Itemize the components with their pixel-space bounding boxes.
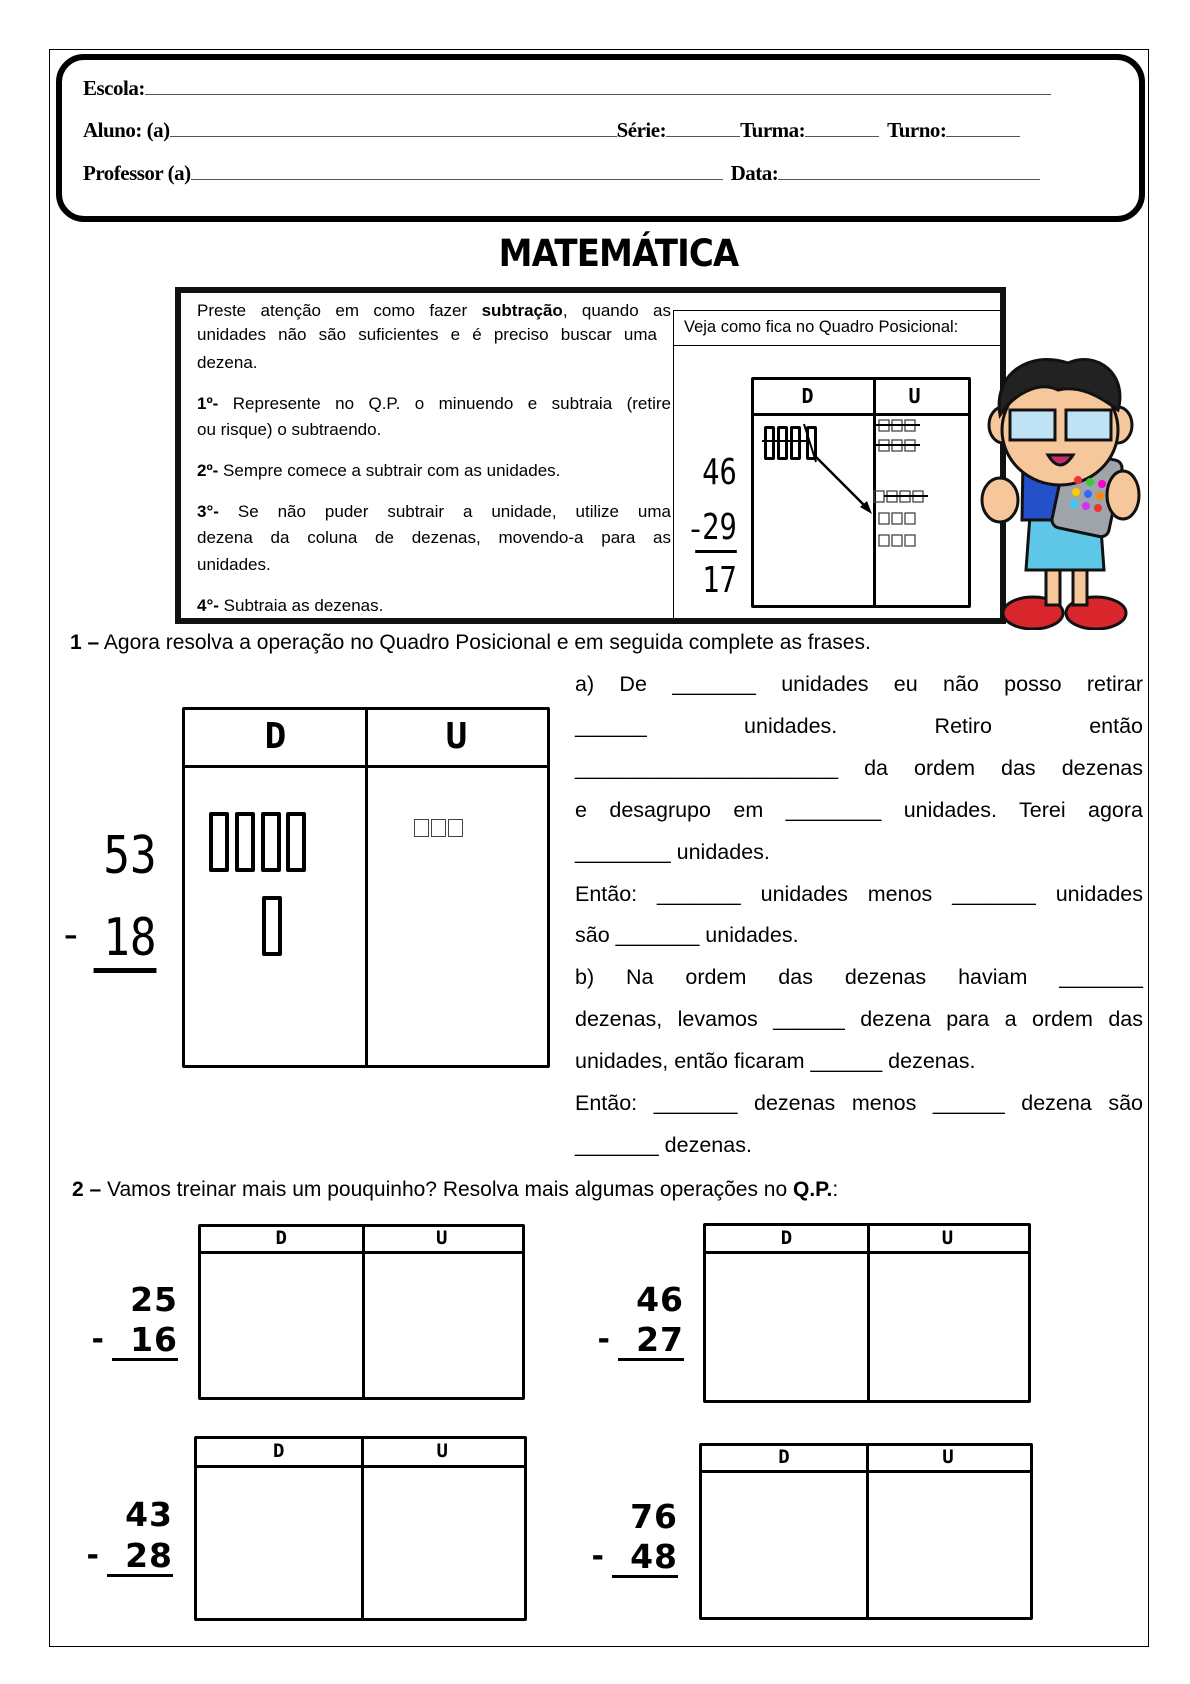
minus-sign: - <box>690 512 701 547</box>
exercise-place-value-chart[interactable] <box>703 1223 1031 1403</box>
intro-line: Preste atenção em como fazer subtração, quando as <box>197 301 671 320</box>
units-header: U <box>445 716 468 757</box>
fill-in-sentence-line[interactable]: ______________________ da ordem das dezenas <box>575 755 1143 780</box>
exercise-subtrahend: 48 <box>612 1539 678 1578</box>
school-field[interactable] <box>145 77 1051 95</box>
exercise-minuend: 25 <box>130 1280 178 1319</box>
tens-header: D <box>778 1446 790 1468</box>
exercise-subtrahend: 28 <box>107 1538 173 1577</box>
grade-label: Série: <box>616 118 667 142</box>
minus-sign: - <box>591 1539 604 1574</box>
fill-in-sentence-line[interactable]: Então: _______ unidades menos _______ unidades <box>575 881 1143 906</box>
grade-field[interactable] <box>666 119 740 137</box>
teacher-row <box>83 161 1040 186</box>
exercise-place-value-chart[interactable] <box>699 1443 1033 1620</box>
fill-in-sentence-line[interactable]: _______ dezenas. <box>575 1132 752 1157</box>
q1-subtrahend: 18 <box>94 908 157 973</box>
shift-label: Turno: <box>887 118 947 142</box>
tens-header: D <box>264 716 287 757</box>
step-4: 4°- Subtraia as dezenas. <box>197 596 384 615</box>
teacher-field[interactable] <box>191 162 723 180</box>
class-field[interactable] <box>805 119 879 137</box>
tens-header: D <box>780 1227 793 1249</box>
intro-line: unidades não são suficientes e é preciso buscar uma <box>197 325 657 344</box>
fill-in-sentence-line[interactable]: a) De _______ unidades eu não posso retirar <box>575 672 1143 696</box>
student-row <box>83 118 1020 143</box>
fill-in-sentence-line[interactable]: b) Na ordem das dezenas haviam _______ <box>575 965 1143 990</box>
fill-in-sentence-line[interactable]: unidades, então ficaram ______ dezenas. <box>575 1049 976 1074</box>
school-row <box>83 76 1051 101</box>
shift-field[interactable] <box>946 119 1020 137</box>
page-title: MATEMÁTICA <box>498 232 739 275</box>
minus-sign: - <box>91 1322 104 1357</box>
units-header: U <box>941 1227 954 1249</box>
exercise-minuend: 46 <box>636 1280 684 1319</box>
fill-in-sentence-line[interactable]: ______ unidades. Retiro então <box>575 713 1143 738</box>
step-1: 1º- Represente no Q.P. o minuendo e subtraia (retire <box>197 394 671 413</box>
tens-header: D <box>273 1440 285 1462</box>
tens-header: D <box>275 1227 287 1249</box>
intro-line: dezena. <box>197 353 258 372</box>
student-label: Aluno: (a) <box>83 118 170 142</box>
step-3-cont: dezena da coluna de dezenas, movendo-a para as <box>197 528 671 547</box>
units-header: U <box>942 1446 954 1468</box>
exercise-subtrahend: 16 <box>112 1322 178 1361</box>
q1-minuend: 53 <box>103 826 157 886</box>
minus-sign: - <box>597 1322 610 1357</box>
exercise-place-value-chart[interactable] <box>198 1224 525 1400</box>
exercise-subtrahend: 27 <box>618 1322 684 1361</box>
units-header: U <box>908 384 921 408</box>
units-header: U <box>436 1440 448 1462</box>
example-place-value-chart <box>751 377 971 608</box>
exercise-minuend: 43 <box>125 1495 173 1534</box>
fill-in-sentence-line[interactable]: são _______ unidades. <box>575 923 799 948</box>
question-1-prompt: 1 – Agora resolva a operação no Quadro Posicional e em seguida complete as frases. <box>70 631 871 654</box>
units-header: U <box>436 1227 448 1249</box>
minus-sign: - <box>86 1538 99 1573</box>
teacher-label: Professor (a) <box>83 161 191 185</box>
example-result: 17 <box>702 560 737 601</box>
question-2-prompt: 2 – Vamos treinar mais um pouquinho? Resolva mais algumas operações no Q.P.: <box>72 1178 839 1201</box>
student-field[interactable] <box>170 119 617 137</box>
example-minuend: 46 <box>702 452 737 493</box>
step-1-cont: ou risque) o subtraendo. <box>197 420 382 439</box>
fill-in-sentence-line[interactable]: e desagrupo em ________ unidades. Terei agora <box>575 797 1143 822</box>
date-field[interactable] <box>778 162 1040 180</box>
step-2: 2º- Sempre comece a subtrair com as unidades. <box>197 461 561 480</box>
school-label: Escola: <box>83 76 145 100</box>
q1-place-value-chart <box>182 707 550 1068</box>
minus-sign: - <box>63 912 78 958</box>
example-subtrahend: 29 <box>695 506 737 553</box>
student-character-illustration <box>978 355 1143 630</box>
date-label: Data: <box>730 161 779 185</box>
example-panel-title: Veja como fica no Quadro Posicional: <box>673 310 1000 346</box>
fill-in-sentence-line[interactable]: dezenas, levamos ______ dezena para a ordem das <box>575 1007 1143 1032</box>
exercise-place-value-chart[interactable] <box>194 1436 527 1621</box>
exercise-minuend: 76 <box>630 1497 678 1536</box>
class-label: Turma: <box>740 118 806 142</box>
arrow-icon <box>754 380 974 611</box>
tens-header: D <box>801 384 814 408</box>
fill-in-sentence-line[interactable]: ________ unidades. <box>575 839 770 864</box>
step-3-cont: unidades. <box>197 555 271 574</box>
fill-in-sentence-line[interactable]: Então: _______ dezenas menos ______ dezena são <box>575 1091 1143 1115</box>
step-3: 3°- Se não puder subtrair a unidade, utilize uma <box>197 502 671 521</box>
